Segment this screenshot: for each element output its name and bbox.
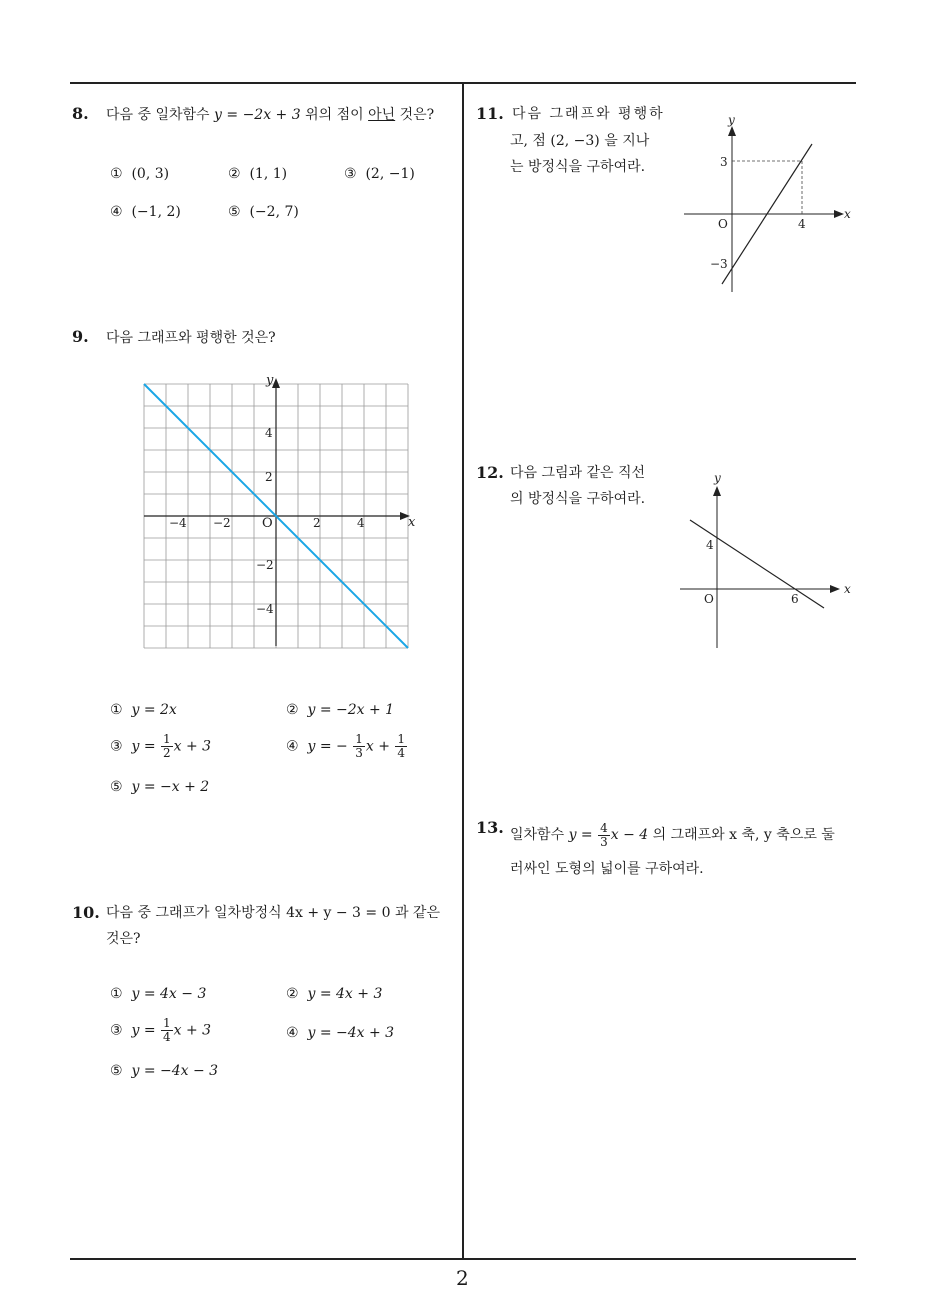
q12-graph bbox=[676, 470, 860, 650]
page-number: 2 bbox=[456, 1266, 469, 1290]
column-divider bbox=[462, 82, 464, 1260]
q11-graph bbox=[680, 112, 860, 297]
q9-x-tick-neg2: −2 bbox=[213, 516, 231, 530]
question-10-number: 10. bbox=[72, 903, 100, 922]
q8-option-4[interactable]: ④ (−1, 2) bbox=[110, 204, 181, 220]
q9-y-tick-neg4: −4 bbox=[256, 602, 274, 616]
q8-stem-pre: 다음 중 일차함수 bbox=[106, 107, 210, 123]
question-11-stem-line3: 는 방정식을 구하여라. bbox=[510, 159, 646, 175]
question-12-stem-line1: 다음 그림과 같은 직선 bbox=[510, 465, 646, 481]
q8-option-5[interactable]: ⑤ (−2, 7) bbox=[228, 204, 299, 220]
q10-option-5[interactable]: ⑤ y = −4x − 3 bbox=[110, 1063, 219, 1079]
q9-option-5[interactable]: ⑤ y = −x + 2 bbox=[110, 779, 210, 795]
q12-x-arrow bbox=[830, 585, 840, 593]
q9-x-tick-neg4: −4 bbox=[169, 516, 187, 530]
q8-equation: y = −2x + 3 bbox=[214, 107, 301, 123]
q9-option-2[interactable]: ② y = −2x + 1 bbox=[286, 702, 395, 718]
q12-tick-y-4: 4 bbox=[706, 538, 714, 552]
question-8-stem bbox=[106, 100, 434, 130]
q10-option-3[interactable]: ③ y = $\frac{1}{4}$ x + 3 bbox=[110, 1016, 212, 1044]
q12-y-label: y bbox=[714, 471, 721, 485]
question-13-stem-line1 bbox=[510, 820, 835, 850]
q9-option-1[interactable]: ① y = 2x bbox=[110, 702, 177, 718]
question-10-stem-line1: 다음 중 그래프가 일차방정식 4x + y − 3 = 0 과 같은 bbox=[106, 905, 440, 921]
q9-x-label: x bbox=[408, 515, 416, 530]
q11-x-arrow bbox=[834, 210, 844, 218]
q8-stem-underline: 아닌 bbox=[368, 107, 396, 123]
q11-x-label: x bbox=[844, 207, 851, 221]
q13-eq-pre: y = bbox=[568, 827, 593, 843]
q9-y-tick-4: 4 bbox=[265, 426, 273, 440]
bottom-rule bbox=[70, 1258, 856, 1260]
q8-option-3[interactable]: ③ (2, −1) bbox=[344, 166, 415, 182]
q12-origin-label: O bbox=[704, 592, 714, 606]
q11-tick-x-4: 4 bbox=[798, 217, 806, 231]
q13-fraction: $\frac{4}{3}$ bbox=[600, 820, 608, 849]
question-12-number: 12. bbox=[476, 463, 504, 482]
q10-option-4[interactable]: ④ y = −4x + 3 bbox=[286, 1025, 395, 1041]
q11-tick-y-3: 3 bbox=[720, 155, 728, 169]
q11-origin-label: O bbox=[718, 217, 728, 231]
question-11-number: 11. bbox=[476, 104, 504, 123]
q9-option-4[interactable]: ④ y = − $\frac{1}{3}$ x + $\frac{1}{4}$ bbox=[286, 732, 406, 760]
q9-grid-graph bbox=[140, 370, 420, 655]
q9-x-tick-4: 4 bbox=[357, 516, 365, 530]
q8-stem-post: 것은? bbox=[399, 107, 435, 123]
question-10-stem-line2: 것은? bbox=[106, 931, 141, 947]
question-11-stem-line2: 고, 점 (2, −3) 을 지나 bbox=[510, 133, 650, 149]
q10-option-1[interactable]: ① y = 4x − 3 bbox=[110, 986, 207, 1002]
q13-stem-pre: 일차함수 bbox=[510, 827, 565, 843]
q11-y-label: y bbox=[728, 113, 735, 127]
question-8-number: 8. bbox=[72, 104, 89, 123]
question-9-stem: 다음 그래프와 평행한 것은? bbox=[106, 330, 276, 346]
q12-x-label: x bbox=[844, 582, 851, 596]
q11-tick-y-neg3: −3 bbox=[710, 257, 728, 271]
q13-eq-post: x − 4 bbox=[610, 827, 649, 843]
q8-option-1[interactable]: ① (0, 3) bbox=[110, 166, 170, 182]
question-12-stem-line2: 의 방정식을 구하여라. bbox=[510, 491, 646, 507]
q9-y-label: y bbox=[266, 373, 274, 388]
q10-option-2[interactable]: ② y = 4x + 3 bbox=[286, 986, 383, 1002]
q8-stem-mid: 위의 점이 bbox=[305, 107, 364, 123]
q9-y-tick-neg2: −2 bbox=[256, 558, 274, 572]
q9-origin-label: O bbox=[262, 516, 273, 531]
q11-y-arrow bbox=[728, 126, 736, 136]
q13-stem-post: 의 그래프와 x 축, y 축으로 둘 bbox=[652, 827, 835, 843]
question-11-stem-line1: 다음 그래프와 평행하 bbox=[512, 106, 665, 122]
q9-x-tick-2: 2 bbox=[313, 516, 321, 530]
q12-tick-x-6: 6 bbox=[791, 592, 799, 606]
question-13-number: 13. bbox=[476, 818, 504, 837]
q8-option-2[interactable]: ② (1, 1) bbox=[228, 166, 288, 182]
q9-y-tick-2: 2 bbox=[265, 470, 273, 484]
question-9-number: 9. bbox=[72, 327, 89, 346]
q12-y-arrow bbox=[713, 486, 721, 496]
question-13-stem-line2: 러싸인 도형의 넓이를 구하여라. bbox=[510, 861, 704, 877]
q9-option-3[interactable]: ③ y = $\frac{1}{2}$ x + 3 bbox=[110, 732, 212, 760]
